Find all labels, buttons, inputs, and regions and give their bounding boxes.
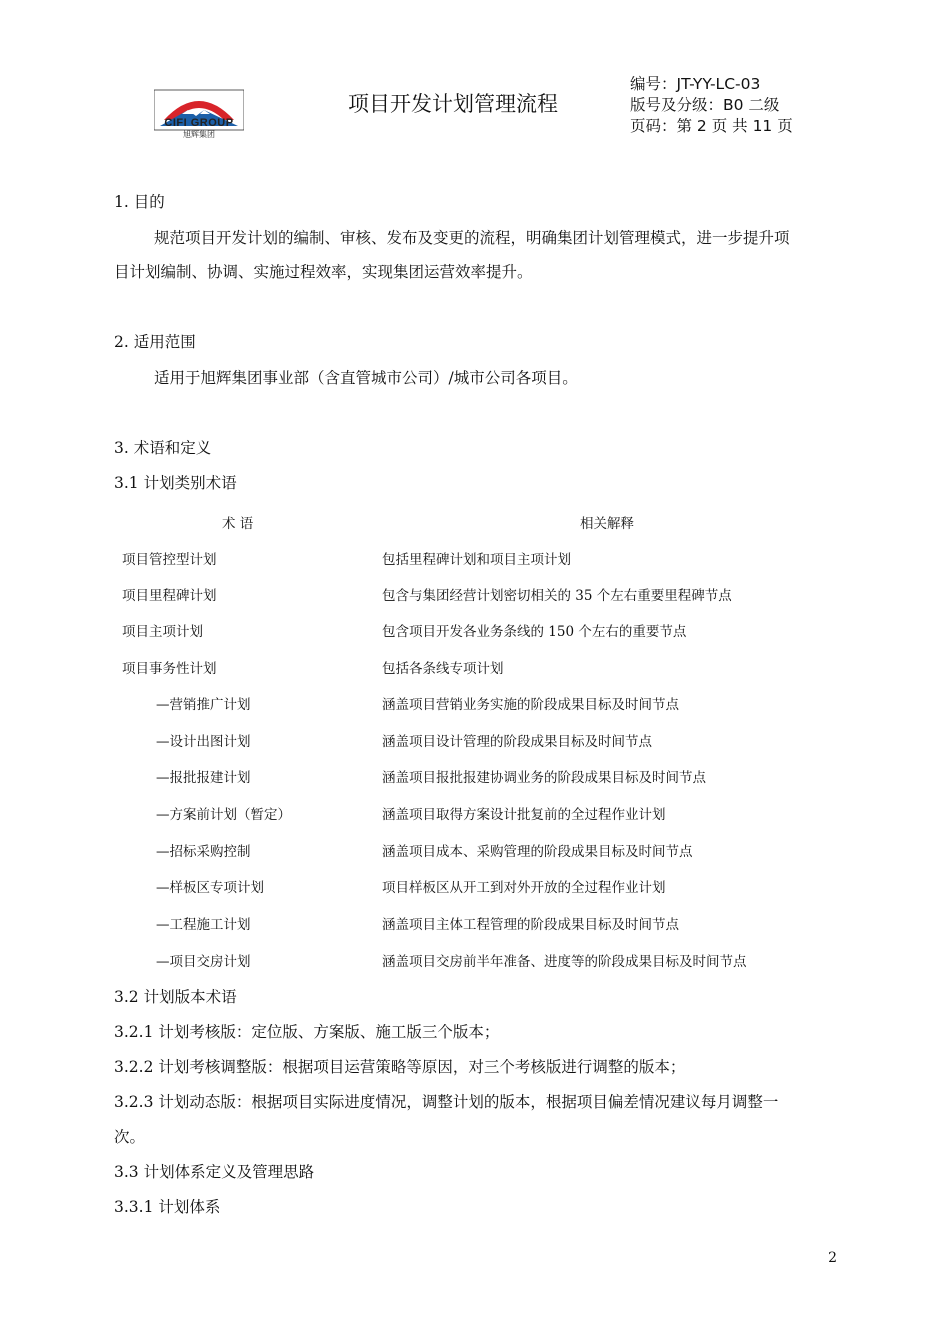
document-title: 项目开发计划管理流程	[348, 92, 558, 116]
table-row-term: 项目主项计划	[122, 624, 203, 640]
document-page: 页码：第 2 页 共 11 页	[630, 117, 793, 135]
table-row-desc: 包括里程碑计划和项目主项计划	[382, 552, 571, 568]
document-meta	[630, 74, 793, 137]
section-1-text-line1: 规范项目开发计划的编制、审核、发布及变更的流程，明确集团计划管理模式，进一步提升项	[154, 229, 790, 247]
section-3-1-heading: 3.1 计划类别术语	[114, 474, 237, 492]
document-code: 编号：JT-YY-LC-03	[630, 75, 761, 93]
table-row-term: —营销推广计划	[156, 697, 251, 713]
table-row-term: —样板区专项计划	[156, 880, 264, 896]
table-header-term: 术 语	[222, 516, 254, 532]
table-row-desc: 涵盖项目营销业务实施的阶段成果目标及时间节点	[382, 697, 679, 713]
section-2-text: 适用于旭辉集团事业部（含直管城市公司）/城市公司各项目。	[154, 369, 578, 387]
table-row-desc: 涵盖项目成本、采购管理的阶段成果目标及时间节点	[382, 844, 693, 860]
section-3-heading: 3. 术语和定义	[114, 439, 212, 457]
table-row-term: —招标采购控制	[156, 844, 251, 860]
section-3-2-2-text: 3.2.2 计划考核调整版：根据项目运营策略等原因，对三个考核版进行调整的版本；	[114, 1058, 686, 1076]
logo-subtext: 旭辉集团	[183, 130, 215, 139]
table-row-term: 项目事务性计划	[122, 661, 217, 677]
table-row-desc: 包含项目开发各业务条线的 150 个左右的重要节点	[382, 624, 687, 640]
table-row-desc: 包含与集团经营计划密切相关的 35 个左右重要里程碑节点	[382, 588, 732, 604]
table-row-term: —报批报建计划	[156, 770, 251, 786]
table-row-desc: 涵盖项目报批报建协调业务的阶段成果目标及时间节点	[382, 770, 706, 786]
table-row-term: 项目管控型计划	[122, 552, 217, 568]
table-row-desc: 涵盖项目设计管理的阶段成果目标及时间节点	[382, 734, 652, 750]
table-row-term: —工程施工计划	[156, 917, 251, 933]
logo-text: CIFI GROUP	[164, 117, 234, 129]
section-3-2-heading: 3.2 计划版本术语	[114, 988, 237, 1006]
section-3-3-heading: 3.3 计划体系定义及管理思路	[114, 1163, 315, 1181]
table-row-desc: 涵盖项目交房前半年准备、进度等的阶段成果目标及时间节点	[382, 954, 747, 970]
section-3-2-1-text: 3.2.1 计划考核版：定位版、方案版、施工版三个版本；	[114, 1023, 500, 1041]
section-2-heading: 2. 适用范围	[114, 333, 196, 351]
section-1-heading: 1. 目的	[114, 193, 165, 211]
table-row-term: 项目里程碑计划	[122, 588, 217, 604]
table-header-description: 相关解释	[580, 516, 634, 532]
page-number: 2	[828, 1250, 837, 1266]
section-3-3-1-heading: 3.3.1 计划体系	[114, 1198, 221, 1216]
table-row-term: —项目交房计划	[156, 954, 251, 970]
table-row-desc: 包括各条线专项计划	[382, 661, 504, 677]
table-row-desc: 涵盖项目主体工程管理的阶段成果目标及时间节点	[382, 917, 679, 933]
table-row-term: —设计出图计划	[156, 734, 251, 750]
section-3-2-3-text-line2: 次。	[114, 1128, 146, 1146]
section-1-text-line2: 目计划编制、协调、实施过程效率，实现集团运营效率提升。	[114, 263, 533, 281]
section-3-2-3-text-line1: 3.2.3 计划动态版：根据项目实际进度情况，调整计划的版本，根据项目偏差情况建议每月调整一	[114, 1093, 779, 1111]
table-row-desc: 涵盖项目取得方案设计批复前的全过程作业计划	[382, 807, 666, 823]
document-version: 版号及分级：B0 二级	[630, 96, 780, 114]
table-row-desc: 项目样板区从开工到对外开放的全过程作业计划	[382, 880, 666, 896]
table-row-term: —方案前计划（暂定）	[156, 807, 291, 823]
